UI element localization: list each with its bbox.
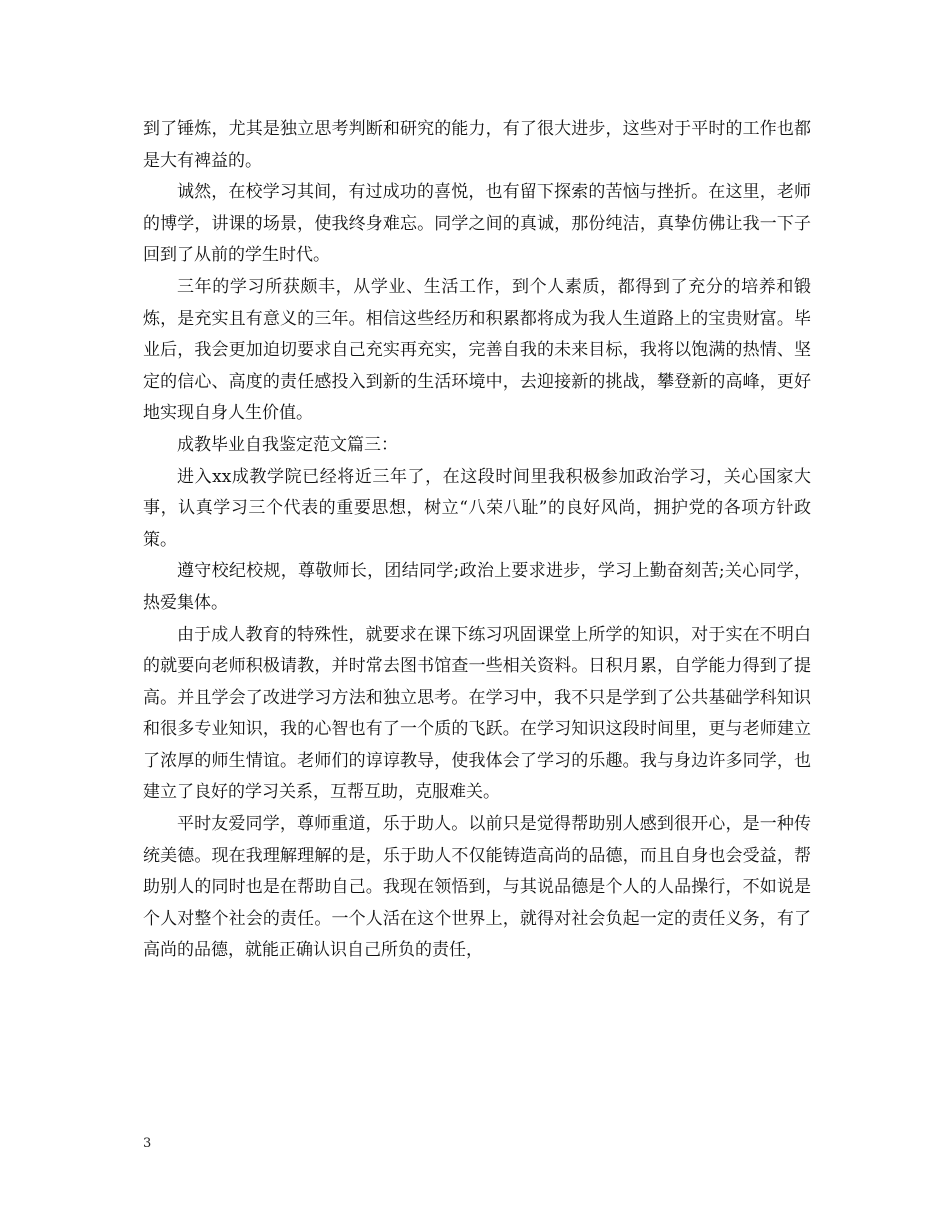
paragraph-1: 到了锤炼，尤其是独立思考判断和研究的能力，有了很大进步，这些对于平时的工作也都是大有裨益的。 (143, 119, 811, 171)
paragraph-6: 由于成人教育的特殊性，就要求在课下练习巩固课堂上所学的知识，对于实在不明白的就要向老师积极请教，并时常去图书馆查一些相关资料。日积月累，自学能力得到了提高。并且学会了改进学习方法和独立思考。在学习中，我不只是学到了公共基础学科知识和很多专业知识，我的心智也有了一个质的飞跃。在学习知识这段时间里，更与老师建立了浓厚的师生情谊。老师们的谆谆教导，使我体会了学习的乐趣。我与身边许多同学，也建立了良好的学习关系，互帮互助，克服难关。 (143, 624, 811, 803)
paragraph-5: 遵守校纪校规，尊敬师长，团结同学;政治上要求进步，学习上勤奋刻苦;关心同学，热爱集体。 (143, 561, 811, 613)
page-number: 3 (143, 1136, 152, 1151)
paragraph-2: 诚然，在校学习其间，有过成功的喜悦，也有留下探索的苦恼与挫折。在这里，老师的博学，讲课的场景，使我终身难忘。同学之间的真诚，那份纯洁，真挚仿佛让我一下子回到了从前的学生时代。 (143, 182, 811, 266)
paragraph-7: 平时友爱同学，尊师重道，乐于助人。以前只是觉得帮助别人感到很开心，是一种传统美德。现在我理解理解的是，乐于助人不仅能铸造高尚的品德，而且自身也会受益，帮助别人的同时也是在帮助自己。我现在领悟到，与其说品德是个人的人品操行，不如说是个人对整个社会的责任。一个人活在这个世界上，就得对社会负起一定的责任义务，有了高尚的品德，就能正确认识自己所负的责任， (143, 814, 811, 961)
section-heading: 成教毕业自我鉴定范文篇三： (177, 434, 398, 455)
paragraph-3: 三年的学习所获颇丰，从学业、生活工作，到个人素质，都得到了充分的培养和锻炼，是充实且有意义的三年。相信这些经历和积累都将成为我人生道路上的宝贵财富。毕业后，我会更加迫切要求自己充实再充实，完善自我的未来目标，我将以饱满的热情、坚定的信心、高度的责任感投入到新的生活环境中，去迎接新的挑战，攀登新的高峰，更好地实现自身人生价值。 (143, 276, 811, 424)
document-body (143, 114, 811, 967)
paragraph-4: 进入xx成教学院已经将近三年了，在这段时间里我积极参加政治学习，关心国家大事，认真学习三个代表的重要思想，树立“八荣八耻”的良好风尚，拥护党的各项方针政策。 (143, 466, 811, 550)
